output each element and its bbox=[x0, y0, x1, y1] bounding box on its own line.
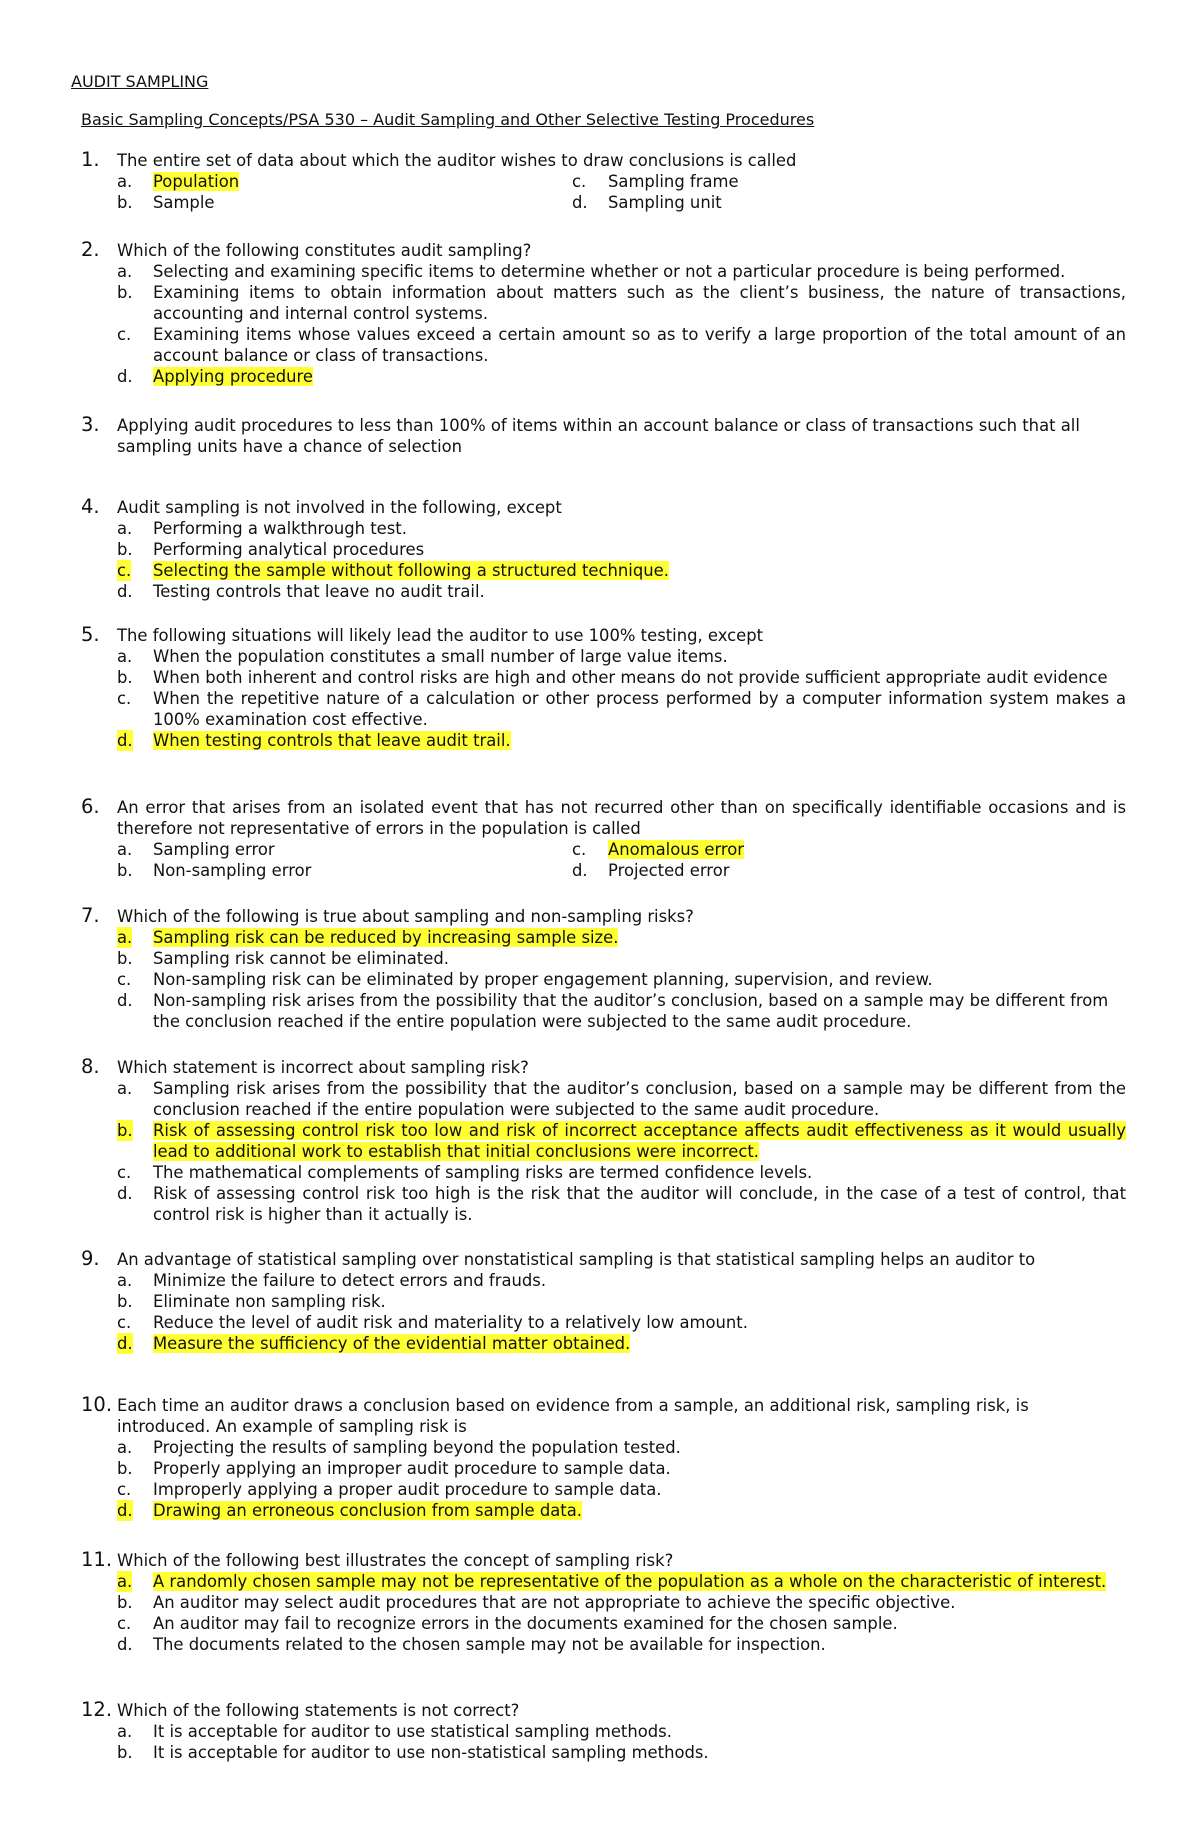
option-text: Properly applying an improper audit procedure to sample data. bbox=[153, 1459, 671, 1478]
option-text: Sampling risk arises from the possibility that the auditor’s conclusion, based on a sample may be different from the conclusion reached if the entire population were subjected to the same audit procedure. bbox=[153, 1079, 1126, 1119]
option-letter: b. bbox=[117, 193, 133, 212]
question-text: Each time an auditor draws a conclusion based on evidence from a sample, an additional risk, sampling risk, is introduced. An example of sampling risk is bbox=[117, 1396, 1029, 1436]
option-text: Performing a walkthrough test. bbox=[153, 519, 407, 538]
option-text: Performing analytical procedures bbox=[153, 540, 425, 559]
option-letter: a. bbox=[117, 519, 133, 538]
option-text: The documents related to the chosen sample may not be available for inspection. bbox=[153, 1635, 826, 1654]
question-6 bbox=[81, 797, 1126, 881]
option-letter: b. bbox=[117, 1743, 133, 1762]
question-10 bbox=[81, 1395, 1126, 1521]
question-7 bbox=[81, 906, 1126, 1032]
question-text: Applying audit procedures to less than 100% of items within an account balance or class of transactions such that all sampling units have a chance of selection bbox=[117, 416, 1080, 456]
question-3 bbox=[81, 415, 1126, 457]
question-number: 3. bbox=[81, 413, 100, 436]
option-letter: c. bbox=[117, 970, 132, 989]
option-letter: d. bbox=[117, 1184, 133, 1203]
option-letter: b. bbox=[117, 949, 133, 968]
question-9 bbox=[81, 1249, 1126, 1354]
option-letter: d. bbox=[117, 1635, 133, 1654]
option-text: It is acceptable for auditor to use statistical sampling methods. bbox=[153, 1722, 672, 1741]
question-text: Audit sampling is not involved in the following, except bbox=[117, 498, 562, 517]
option-letter: d. bbox=[117, 1501, 133, 1520]
option-text-highlighted: Selecting the sample without following a structured technique. bbox=[153, 561, 669, 580]
option-text: Sampling unit bbox=[608, 193, 722, 212]
option-letter: a. bbox=[117, 1722, 133, 1741]
document-subtitle: Basic Sampling Concepts/PSA 530 – Audit Sampling and Other Selective Testing Procedures bbox=[81, 110, 815, 129]
option-letter: a. bbox=[117, 1271, 133, 1290]
option-letter: a. bbox=[117, 1079, 133, 1098]
option-text-highlighted: Measure the sufficiency of the evidential matter obtained. bbox=[153, 1334, 631, 1353]
option-letter: c. bbox=[117, 325, 132, 344]
option-letter: d. bbox=[117, 582, 133, 601]
option-text: An auditor may fail to recognize errors in the documents examined for the chosen sample. bbox=[153, 1614, 898, 1633]
question-text: Which of the following constitutes audit sampling? bbox=[117, 241, 532, 260]
option-letter: a. bbox=[117, 647, 133, 666]
option-letter: c. bbox=[117, 1163, 132, 1182]
question-number: 2. bbox=[81, 238, 100, 261]
option-letter: b. bbox=[117, 540, 133, 559]
option-text: Examining items whose values exceed a certain amount so as to verify a large proportion of the total amount of an account balance or class of transactions. bbox=[153, 325, 1126, 365]
question-4 bbox=[81, 497, 1126, 602]
option-text-highlighted: Applying procedure bbox=[153, 367, 313, 386]
option-letter: a. bbox=[117, 928, 133, 947]
option-text: Eliminate non sampling risk. bbox=[153, 1292, 386, 1311]
option-letter: b. bbox=[117, 283, 133, 302]
question-text: Which of the following is true about sampling and non-sampling risks? bbox=[117, 907, 694, 926]
option-text: An auditor may select audit procedures that are not appropriate to achieve the specific objective. bbox=[153, 1593, 956, 1612]
option-text: Sampling risk cannot be eliminated. bbox=[153, 949, 449, 968]
question-text: Which of the following statements is not correct? bbox=[117, 1701, 520, 1720]
option-text-highlighted: When testing controls that leave audit trail. bbox=[153, 731, 511, 750]
option-text: Sample bbox=[153, 193, 215, 212]
document-title: AUDIT SAMPLING bbox=[71, 72, 209, 91]
question-text: The entire set of data about which the auditor wishes to draw conclusions is called bbox=[117, 151, 797, 170]
option-text-highlighted: A randomly chosen sample may not be representative of the population as a whole on the characteristic of interest. bbox=[153, 1572, 1107, 1591]
option-letter: c. bbox=[117, 1480, 132, 1499]
option-letter: d. bbox=[572, 861, 588, 880]
option-letter: c. bbox=[572, 840, 587, 859]
option-letter: d. bbox=[117, 991, 133, 1010]
option-text-highlighted: Risk of assessing control risk too low and risk of incorrect acceptance affects audit effectiveness as it would usually lead to additional work to establish that initial conclusions were incorrect. bbox=[153, 1121, 1126, 1161]
option-text: Examining items to obtain information about matters such as the client’s business, the nature of transactions, accounting and internal control systems. bbox=[153, 283, 1126, 323]
option-text: Minimize the failure to detect errors and frauds. bbox=[153, 1271, 547, 1290]
question-11 bbox=[81, 1550, 1126, 1655]
question-number: 1. bbox=[81, 148, 100, 171]
option-text: Reduce the level of audit risk and materiality to a relatively low amount. bbox=[153, 1313, 748, 1332]
option-text: Non-sampling risk arises from the possibility that the auditor’s conclusion, based on a sample may be different from the conclusion reached if the entire population were subjected to the same audit procedure. bbox=[153, 991, 1109, 1031]
question-text: Which of the following best illustrates the concept of sampling risk? bbox=[117, 1551, 674, 1570]
option-letter: a. bbox=[117, 1438, 133, 1457]
option-letter: a. bbox=[117, 840, 133, 859]
option-letter: a. bbox=[117, 172, 133, 191]
question-number: 5. bbox=[81, 623, 100, 646]
question-text: An advantage of statistical sampling over nonstatistical sampling is that statistical sampling helps an auditor to bbox=[117, 1250, 1036, 1269]
option-text: Non-sampling risk can be eliminated by proper engagement planning, supervision, and review. bbox=[153, 970, 933, 989]
option-letter: b. bbox=[117, 861, 133, 880]
option-text-highlighted: Sampling risk can be reduced by increasing sample size. bbox=[153, 928, 619, 947]
option-letter: c. bbox=[117, 1614, 132, 1633]
option-letter: c. bbox=[572, 172, 587, 191]
question-number: 8. bbox=[81, 1055, 100, 1078]
option-text: Risk of assessing control risk too high is the risk that the auditor will conclude, in the case of a test of control, that control risk is higher than it actually is. bbox=[153, 1184, 1126, 1224]
question-1 bbox=[81, 150, 1126, 213]
question-12 bbox=[81, 1700, 1126, 1763]
option-letter: a. bbox=[117, 1572, 133, 1591]
question-text: Which statement is incorrect about sampling risk? bbox=[117, 1058, 529, 1077]
option-letter: a. bbox=[117, 262, 133, 281]
option-letter: d. bbox=[117, 1334, 133, 1353]
question-number: 10. bbox=[81, 1393, 113, 1416]
option-letter: d. bbox=[117, 731, 133, 750]
option-text-highlighted: Drawing an erroneous conclusion from sample data. bbox=[153, 1501, 582, 1520]
question-8 bbox=[81, 1057, 1126, 1225]
question-5 bbox=[81, 625, 1126, 751]
option-letter: c. bbox=[117, 1313, 132, 1332]
option-letter: b. bbox=[117, 1121, 133, 1140]
option-text: Selecting and examining specific items to determine whether or not a particular procedure is being performed. bbox=[153, 262, 1066, 281]
option-text: The mathematical complements of sampling risks are termed confidence levels. bbox=[153, 1163, 813, 1182]
question-number: 7. bbox=[81, 904, 100, 927]
question-number: 6. bbox=[81, 795, 100, 818]
option-text: Projecting the results of sampling beyond the population tested. bbox=[153, 1438, 681, 1457]
option-text: Projected error bbox=[608, 861, 730, 880]
option-letter: c. bbox=[117, 561, 132, 580]
option-letter: b. bbox=[117, 1292, 133, 1311]
option-text-highlighted: Anomalous error bbox=[608, 840, 745, 859]
option-text: Non-sampling error bbox=[153, 861, 312, 880]
option-text: Sampling error bbox=[153, 840, 275, 859]
option-letter: b. bbox=[117, 1459, 133, 1478]
question-2 bbox=[81, 240, 1126, 387]
question-number: 11. bbox=[81, 1548, 113, 1571]
question-number: 4. bbox=[81, 495, 100, 518]
question-text: An error that arises from an isolated event that has not recurred other than on specifically identifiable occasions and is therefore not representative of errors in the population is called bbox=[117, 798, 1126, 838]
option-text: When both inherent and control risks are high and other means do not provide sufficient appropriate audit evidence bbox=[153, 668, 1108, 687]
option-letter: b. bbox=[117, 668, 133, 687]
option-text: Testing controls that leave no audit trail. bbox=[153, 582, 485, 601]
option-letter: d. bbox=[572, 193, 588, 212]
option-text-highlighted: Population bbox=[153, 172, 240, 191]
option-letter: b. bbox=[117, 1593, 133, 1612]
option-text: Improperly applying a proper audit procedure to sample data. bbox=[153, 1480, 662, 1499]
question-text: The following situations will likely lead the auditor to use 100% testing, except bbox=[117, 626, 764, 645]
option-text: When the population constitutes a small number of large value items. bbox=[153, 647, 728, 666]
option-letter: c. bbox=[117, 689, 132, 708]
question-number: 12. bbox=[81, 1698, 113, 1721]
option-letter: d. bbox=[117, 367, 133, 386]
option-text: Sampling frame bbox=[608, 172, 739, 191]
question-number: 9. bbox=[81, 1247, 100, 1270]
option-text: When the repetitive nature of a calculation or other process performed by a computer information system makes a 100% examination cost effective. bbox=[153, 689, 1126, 729]
option-text: It is acceptable for auditor to use non-statistical sampling methods. bbox=[153, 1743, 709, 1762]
